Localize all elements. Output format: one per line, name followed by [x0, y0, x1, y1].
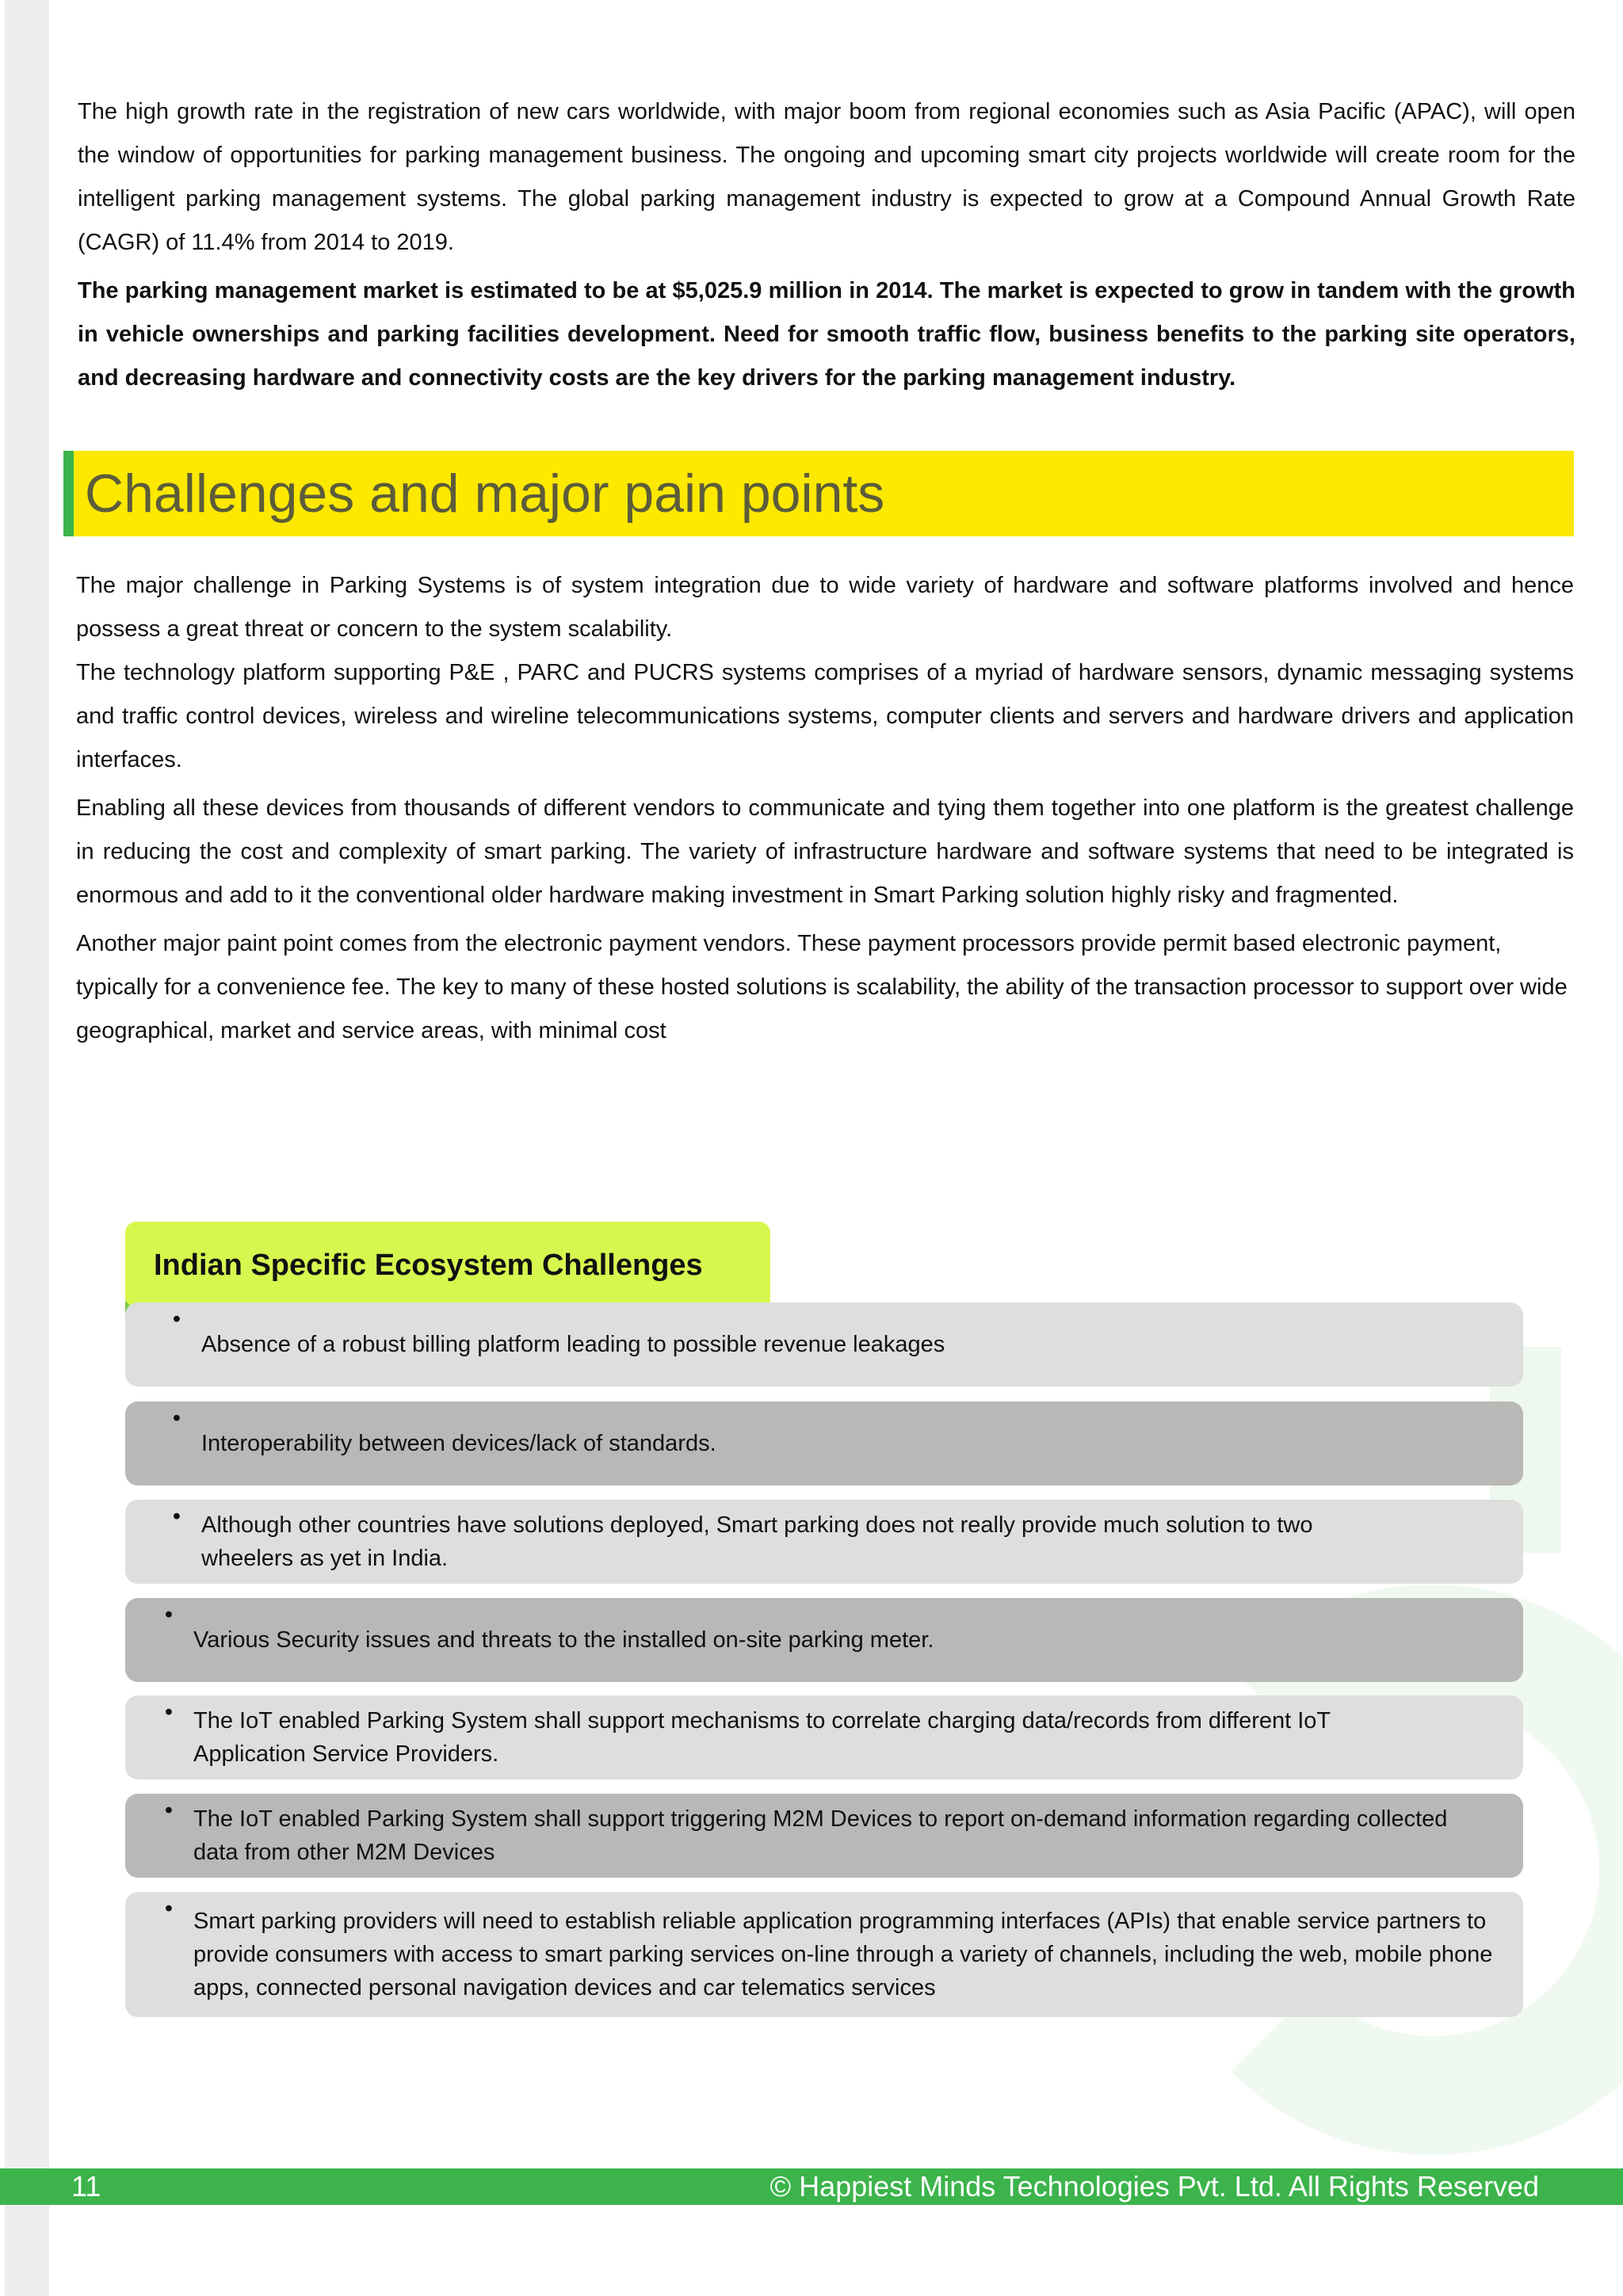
challenge-item	[125, 1794, 1523, 1878]
copyright-notice: © Happiest Minds Technologies Pvt. Ltd. All Rights Reserved	[769, 2170, 1539, 2203]
challenge-item	[125, 1695, 1523, 1779]
challenge-text: Absence of a robust billing platform leading to possible revenue leakages	[201, 1332, 945, 1357]
challenge-text: Smart parking providers will need to establish reliable application programming interfaces (APIs) that enable service partners to provide consumers with access to smart parking services on-line through a variety of channels, including the web, mobile phone apps, connected personal navigation devices and car telematics services	[193, 1909, 1493, 2000]
intro-section	[78, 90, 1575, 405]
challenge-text: Various Security issues and threats to the installed on-site parking meter.	[193, 1627, 934, 1653]
body-paragraph: Enabling all these devices from thousands of different vendors to communicate and tying them together into one platform is the greatest challenge in reducing the cost and complexity of smart parking. The variety of infrastructure hardware and software systems that need to be integrated is enormous and add to it the conventional older hardware making investment in Smart Parking solution highly risky and fragmented.	[76, 795, 1574, 908]
page-margin-strip	[0, 0, 49, 2296]
bullet-icon: •	[172, 1504, 181, 1529]
body-paragraph: Another major paint point comes from the electronic payment vendors. These payment processors provide permit based electronic payment, typically for a convenience fee. The key to many of these hosted solutions is scalability, the ability of the transaction processor to support over wide geographical, market and service areas, with minimal cost	[76, 931, 1568, 1043]
challenge-text: The IoT enabled Parking System shall support mechanisms to correlate charging data/records from different IoT Application Service Providers.	[193, 1708, 1331, 1767]
challenge-text: Although other countries have solutions deployed, Smart parking does not really provide much solution to two wheelers as yet in India.	[201, 1512, 1313, 1571]
section-body	[76, 564, 1574, 1058]
challenge-text: The IoT enabled Parking System shall support triggering M2M Devices to report on-demand information regarding collected data from other M2M Devices	[193, 1806, 1448, 1865]
body-paragraph: The technology platform supporting P&E , PARC and PUCRS systems comprises of a myriad of hardware sensors, dynamic messaging systems and traffic control devices, wireless and wireline telecommunications systems, computer clients and servers and hardware drivers and application interfaces.	[76, 660, 1574, 772]
challenge-item	[125, 1598, 1523, 1682]
intro-bold-paragraph: The parking management market is estimated to be at $5,025.9 million in 2014. The market is expected to grow in tandem with the growth in vehicle ownerships and parking facilities development. Need for smooth traffic flow, business benefits to the parking site operators, and decreasing hardware and connectivity costs are the key drivers for the parking management industry.	[78, 278, 1575, 391]
bullet-icon: •	[164, 1699, 174, 1725]
bullet-icon: •	[164, 1798, 174, 1823]
bullet-icon: •	[164, 1896, 174, 1921]
body-paragraph: The major challenge in Parking Systems is of system integration due to wide variety of hardware and software platforms involved and hence possess a great threat or concern to the system scalability.	[76, 573, 1574, 642]
challenge-text: Interoperability between devices/lack of standards.	[201, 1431, 716, 1456]
challenge-item	[125, 1402, 1523, 1486]
section-title: Challenges and major pain points	[85, 463, 885, 524]
intro-paragraph: The high growth rate in the registration of new cars worldwide, with major boom from regional economies such as Asia Pacific (APAC), will open the window of opportunities for parking management business. The ongoing and upcoming smart city projects worldwide will create room for the intelligent parking management systems. The global parking management industry is expected to grow at a Compound Annual Growth Rate (CAGR) of 11.4% from 2014 to 2019.	[78, 99, 1575, 255]
challenge-item	[125, 1302, 1523, 1386]
bullet-icon: •	[172, 1405, 181, 1431]
challenge-item	[125, 1892, 1523, 2017]
page-number: 11	[71, 2170, 101, 2203]
page-footer	[0, 2168, 1623, 2205]
bullet-icon: •	[164, 1602, 174, 1627]
challenge-item	[125, 1500, 1523, 1584]
callout-title: Indian Specific Ecosystem Challenges	[125, 1222, 770, 1309]
section-header-banner	[63, 451, 1574, 536]
bullet-icon: •	[172, 1306, 181, 1332]
